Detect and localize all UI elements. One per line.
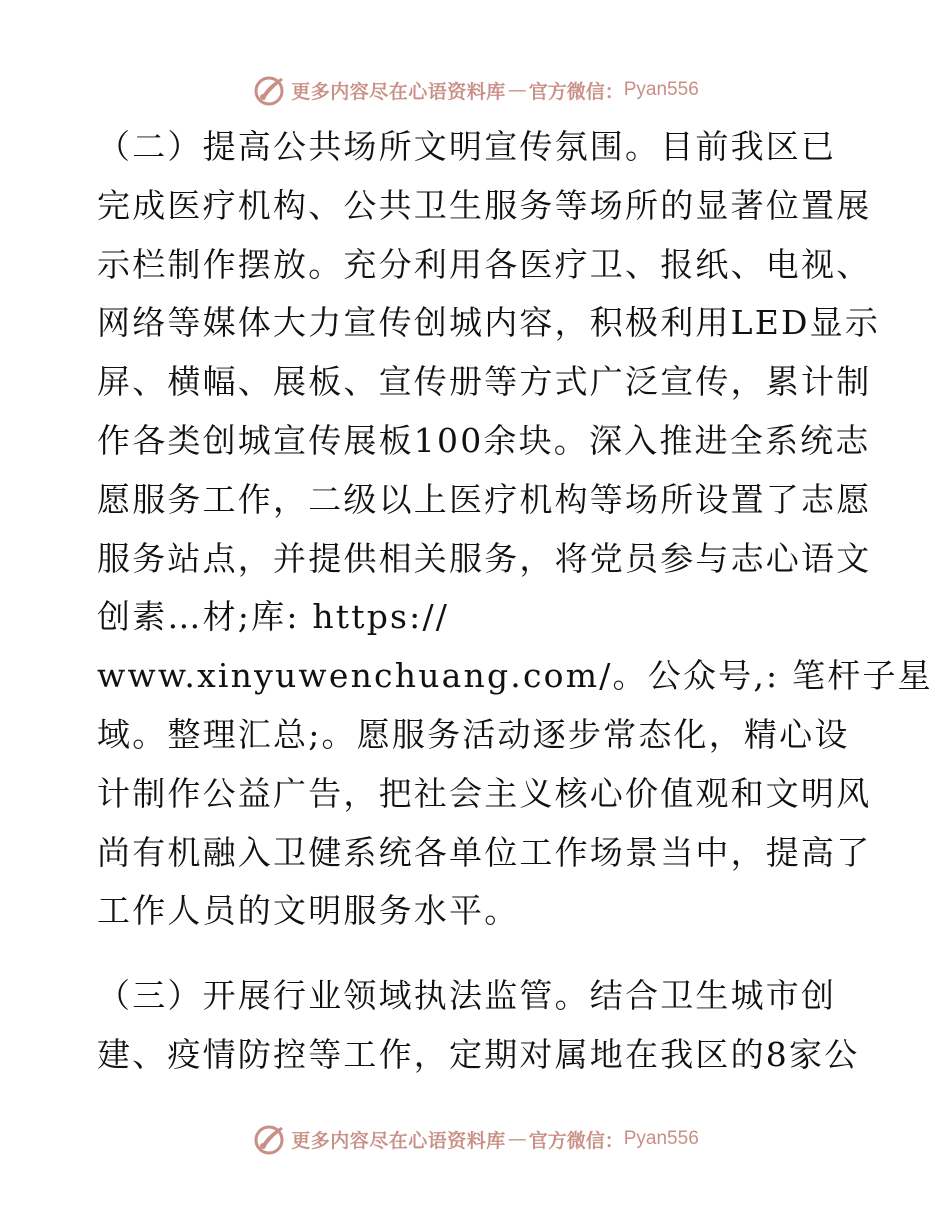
footer-watermark (0, 1117, 950, 1161)
header-watermark (0, 68, 950, 112)
watermark-wechat-id: Pyan556 (623, 1128, 699, 1149)
document-body (97, 118, 933, 1085)
watermark-wechat-id: Pyan556 (623, 79, 699, 100)
text-line: 完成医疗机构、公共卫生服务等场所的显著位置展 (97, 185, 872, 225)
text-line: 屏、横幅、展板、宣传册等方式广泛宣传，累计制 (97, 362, 872, 402)
paragraph-spacer (97, 941, 857, 967)
watermark-text: 更多内容尽在心语资料库 (291, 80, 506, 103)
text-line: 工作人员的文明服务水平。 (97, 891, 520, 931)
text-line: 作各类创城宣传展板100余块。深入推进全系统志 (97, 420, 871, 460)
watermark-wechat-label: 官方微信： (528, 80, 624, 103)
text-line: 服务站点，并提供相关服务，将党员参与志心语文 (97, 538, 872, 578)
paragraph-public-places (97, 118, 933, 941)
text-line: 创素…材;库: https:// (97, 597, 450, 637)
watermark-text: 更多内容尽在心语资料库 (291, 1129, 506, 1152)
text-line: 愿服务工作，二级以上医疗机构等场所设置了志愿 (97, 479, 872, 519)
text-line: www.xinyuwenchuang.com/。公众号,: 笔杆子星 (97, 656, 933, 696)
paragraph-law-enforcement (97, 967, 860, 1085)
watermark-separator: — (507, 1128, 527, 1150)
text-line: （三）开展行业领域执法监管。结合卫生城市创 (97, 976, 837, 1016)
text-line: 域。整理汇总;。愿服务活动逐步常态化，精心设 (97, 714, 850, 754)
text-line: 示栏制作摆放。充分利用各医疗卫、报纸、电视、 (97, 244, 872, 284)
text-line: 计制作公益广告，把社会主义核心价值观和文明风 (97, 773, 872, 813)
text-line: 网络等媒体大力宣传创城内容，积极利用LED显示 (97, 303, 881, 343)
text-line: （二）提高公共场所文明宣传氛围。目前我区已 (97, 127, 837, 166)
ink-brush-logo-icon (251, 1121, 287, 1157)
watermark-separator: — (507, 79, 527, 101)
ink-brush-logo-icon (251, 72, 287, 108)
text-line: 建、疫情防控等工作，定期对属地在我区的8家公 (97, 1034, 860, 1074)
text-line: 尚有机融入卫健系统各单位工作场景当中，提高了 (97, 832, 872, 872)
watermark-wechat-label: 官方微信： (528, 1129, 624, 1152)
